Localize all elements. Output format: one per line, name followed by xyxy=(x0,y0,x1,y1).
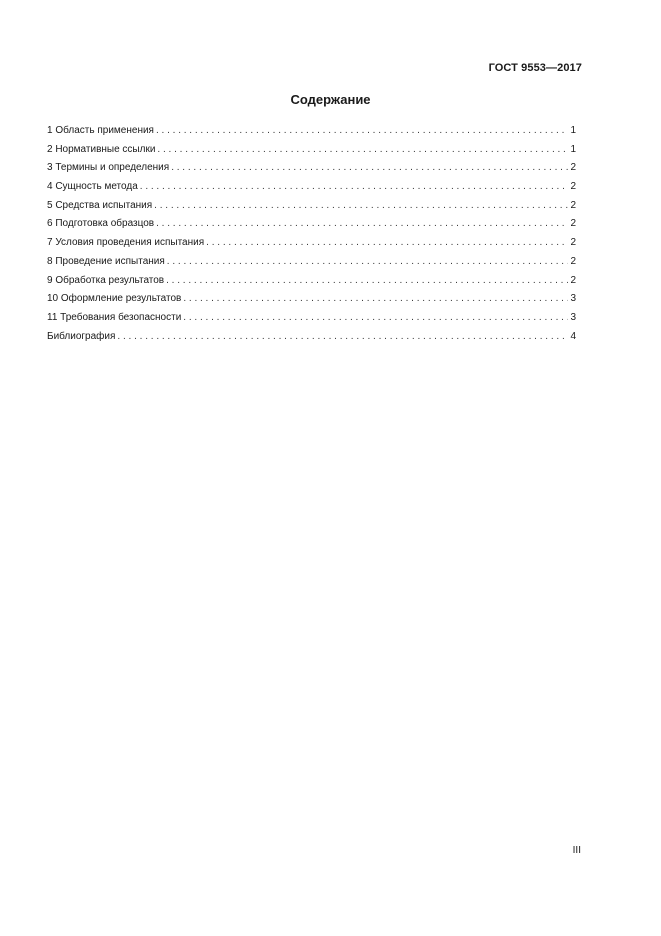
toc-entry-label: 2 Нормативные ссылки xyxy=(47,143,156,155)
toc-entry-label: Библиография xyxy=(47,330,116,342)
toc-entry-label: 6 Подготовка образцов xyxy=(47,218,155,230)
toc-entry[interactable] xyxy=(47,309,576,328)
toc-entry-page: 4 xyxy=(570,330,576,342)
toc-leader-dots xyxy=(156,215,568,234)
toc-entry[interactable] xyxy=(47,197,576,216)
toc-entry-label: 8 Проведение испытания xyxy=(47,255,165,267)
toc-entry-page: 2 xyxy=(570,218,576,230)
toc-entry-page: 2 xyxy=(570,237,576,249)
toc-leader-dots xyxy=(183,290,568,309)
toc-title: Содержание xyxy=(290,92,371,107)
toc-entry-label: 11 Требования безопасности xyxy=(47,311,182,323)
toc-entry[interactable] xyxy=(47,290,576,309)
toc-leader-dots xyxy=(171,159,568,178)
toc-entry-page: 2 xyxy=(570,199,576,211)
toc-entry-page: 1 xyxy=(570,125,576,136)
toc-entry[interactable] xyxy=(47,253,576,272)
toc-leader-dots xyxy=(157,141,568,160)
toc-entry-label: 10 Оформление результатов xyxy=(47,293,182,305)
toc-entry-page: 2 xyxy=(570,274,576,286)
toc-entry[interactable] xyxy=(47,272,576,291)
toc-entry-label: 1 Область применения xyxy=(47,125,154,136)
toc-entry[interactable] xyxy=(47,141,576,160)
table-of-contents xyxy=(47,122,576,346)
toc-entry-label: 4 Сущность метода xyxy=(47,181,138,193)
toc-leader-dots xyxy=(167,253,569,272)
page-number: III xyxy=(572,845,581,856)
toc-entry[interactable] xyxy=(47,234,576,253)
toc-entry-page: 2 xyxy=(570,162,576,174)
toc-entry-page: 2 xyxy=(570,181,576,193)
toc-leader-dots xyxy=(183,309,568,328)
standard-code: ГОСТ 9553—2017 xyxy=(488,62,582,74)
toc-leader-dots xyxy=(117,328,568,347)
toc-entry-label: 9 Обработка результатов xyxy=(47,274,165,286)
toc-entry[interactable] xyxy=(47,159,576,178)
toc-entry[interactable] xyxy=(47,328,576,347)
toc-leader-dots xyxy=(166,272,568,291)
toc-entry[interactable] xyxy=(47,122,576,141)
toc-entry[interactable] xyxy=(47,215,576,234)
toc-leader-dots xyxy=(206,234,568,253)
toc-entry[interactable] xyxy=(47,178,576,197)
toc-leader-dots xyxy=(140,178,569,197)
toc-entry-page: 3 xyxy=(570,311,576,323)
toc-leader-dots xyxy=(156,122,568,141)
toc-entry-label: 7 Условия проведения испытания xyxy=(47,237,205,249)
toc-entry-page: 2 xyxy=(570,255,576,267)
toc-leader-dots xyxy=(154,197,568,216)
toc-entry-page: 1 xyxy=(570,143,576,155)
toc-entry-page: 3 xyxy=(570,293,576,305)
toc-entry-label: 5 Средства испытания xyxy=(47,199,153,211)
toc-entry-label: 3 Термины и определения xyxy=(47,162,170,174)
